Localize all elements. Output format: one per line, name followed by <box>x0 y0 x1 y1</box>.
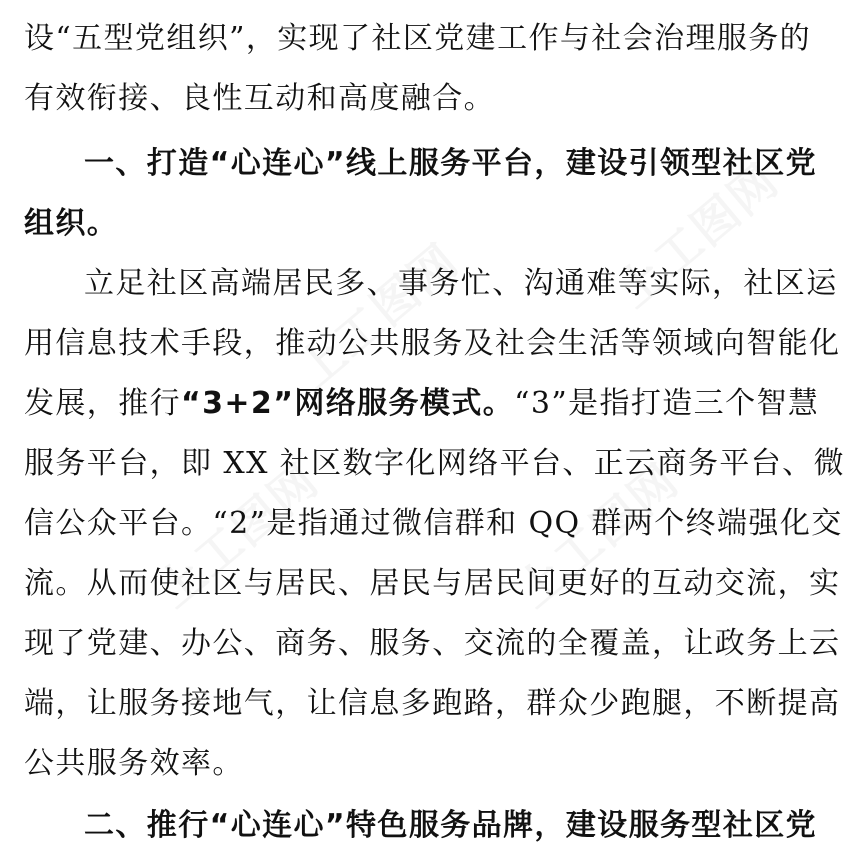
paragraph-1-line: 流。从而使社区与居民、居民与居民间更好的互动交流，实 <box>24 566 841 601</box>
paragraph-1-line: 服务平台，即 XX 社区数字化网络平台、正云商务平台、微 <box>24 446 845 481</box>
paragraph-1-line: 信公众平台。“2”是指通过微信群和 QQ 群两个终端强化交 <box>24 506 843 541</box>
paragraph-intro-line: 设“五型党组织”，实现了社区党建工作与社会治理服务的 <box>24 21 812 56</box>
section-heading-1-cont: 组织。 <box>24 206 119 241</box>
paragraph-1-line <box>24 384 820 424</box>
watermark: 上工图网 <box>507 452 689 618</box>
paragraph-1-line: 立足社区高端居民多、事务忙、沟通难等实际，社区运 <box>84 266 838 301</box>
paragraph-intro-line: 有效衔接、良性互动和高度融合。 <box>24 81 495 116</box>
watermark: 上工图网 <box>147 452 329 618</box>
paragraph-1-line: 公共服务效率。 <box>24 746 244 781</box>
section-heading-1: 一、打造“心连心”线上服务平台，建设引领型社区党 <box>84 146 818 181</box>
watermark: 上工图网 <box>607 152 789 318</box>
text-run: “3”是指打造三个智慧 <box>514 386 820 421</box>
emphasis-text: “3+2”网络服务模式。 <box>181 386 515 421</box>
text-run: 发展，推行 <box>24 386 181 421</box>
watermark: 上工图网 <box>287 232 469 398</box>
paragraph-1-line: 现了党建、办公、商务、服务、交流的全覆盖，让政务上云 <box>24 626 841 661</box>
paragraph-1-line: 端，让服务接地气，让信息多跑路，群众少跑腿，不断提高 <box>24 686 841 721</box>
paragraph-1-line: 用信息技术手段，推动公共服务及社会生活等领域向智能化 <box>24 326 841 361</box>
section-heading-2: 二、推行“心连心”特色服务品牌，建设服务型社区党 <box>84 808 818 843</box>
